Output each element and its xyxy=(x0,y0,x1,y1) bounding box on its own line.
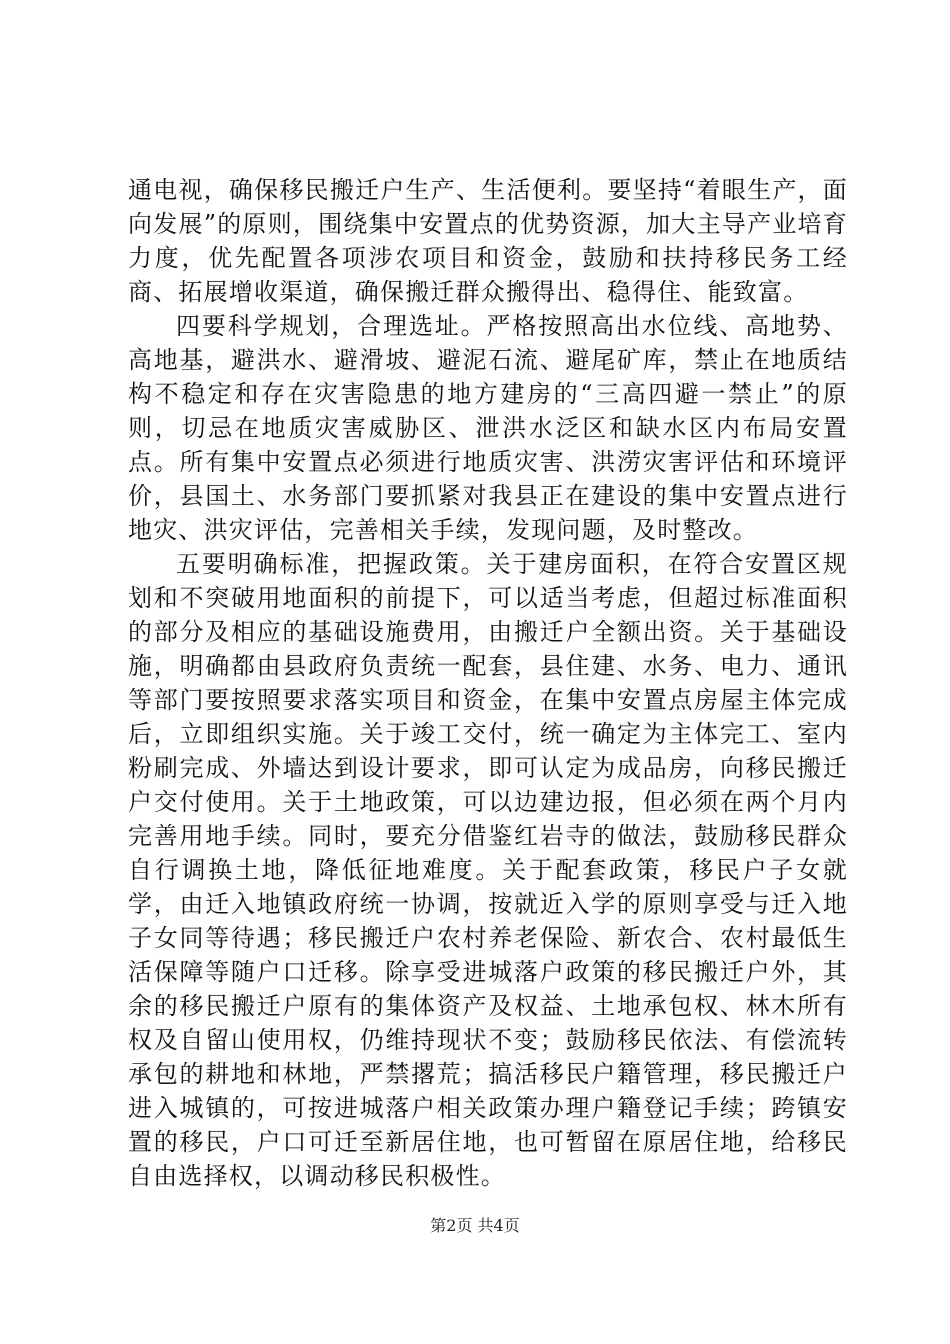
paragraph-section-five: 五要明确标准，把握政策。关于建房面积，在符合安置区规划和不突破用地面积的前提下，可以适当考虑，但超过标准面积的部分及相应的基础设施费用，由搬迁户全额出资。关于基础设施，明确都由县政府负责统一配套，县住建、水务、电力、通讯等部门要按照要求落实项目和资金，在集中安置点房屋主体完成后，立即组织实施。关于竣工交付，统一确定为主体完工、室内粉刷完成、外墙达到设计要求，即可认定为成品房，向移民搬迁户交付使用。关于土地政策，可以边建边报，但必须在两个月内完善用地手续。同时，要充分借鉴红岩寺的做法，鼓励移民群众自行调换土地，降低征地难度。关于配套政策，移民户子女就学，由迁入地镇政府统一协调，按就近入学的原则享受与迁入地子女同等待遇；移民搬迁户农村养老保险、新农合、农村最低生活保障等随户口迁移。除享受进城落户政策的移民搬迁户外，其余的移民搬迁户原有的集体资产及权益、土地承包权、林木所有权及自留山使用权，仍维持现状不变；鼓励移民依法、有偿流转承包的耕地和林地，严禁撂荒；搞活移民户籍管理，移民搬迁户进入城镇的，可按进城落户相关政策办理户籍登记手续；跨镇安置的移民，户口可迁至新居住地，也可暂留在原居住地，给移民自由选择权，以调动移民积极性。 xyxy=(128,550,848,1190)
page-number-footer: 第2页 共4页 xyxy=(430,1216,520,1235)
document-body xyxy=(128,173,848,1193)
paragraph-continuation: 通电视，确保移民搬迁户生产、生活便利。要坚持“着眼生产，面向发展”的原则，围绕集中安置点的优势资源，加大主导产业培育力度，优先配置各项涉农项目和资金，鼓励和扶持移民务工经商、拓展增收渠道，确保搬迁群众搬得出、稳得住、能致富。 xyxy=(128,176,848,306)
paragraph-section-four: 四要科学规划，合理选址。严格按照高出水位线、高地势、高地基，避洪水、避滑坡、避泥石流、避尾矿库，禁止在地质结构不稳定和存在灾害隐患的地方建房的“三高四避一禁止”的原则，切忌在地质灾害威胁区、泄洪水泛区和缺水区内布局安置点。所有集中安置点必须进行地质灾害、洪涝灾害评估和环境评价，县国土、水务部门要抓紧对我县正在建设的集中安置点进行地灾、洪灾评估，完善相关手续，发现问题，及时整改。 xyxy=(128,312,848,544)
